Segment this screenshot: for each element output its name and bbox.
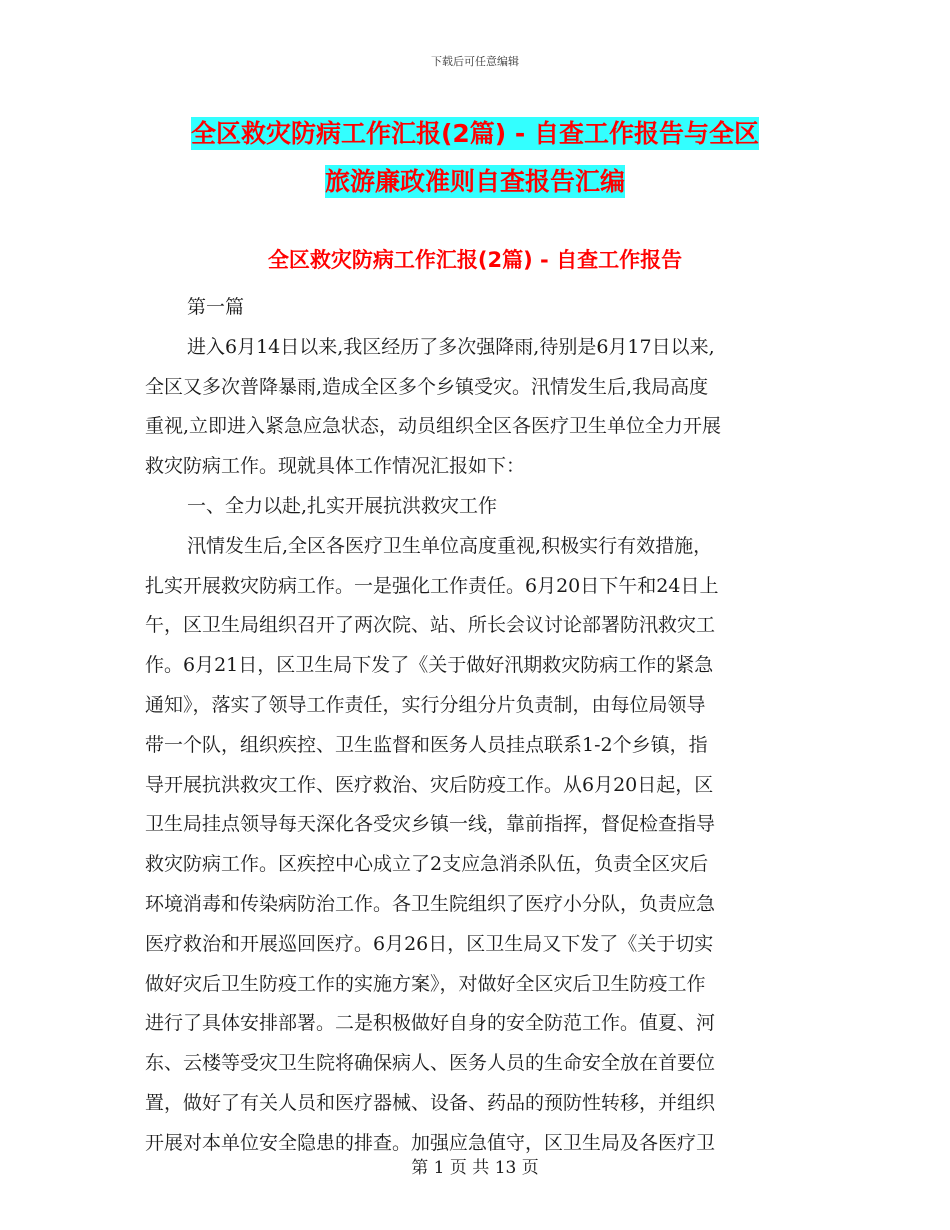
paragraph-line: 做好灾后卫生防疫工作的实施方案》，对做好全区灾后卫生防疫工作 (145, 972, 706, 995)
paragraph-line: 东、云楼等受灾卫生院将确保病人、医务人员的生命安全放在首要位 (145, 1052, 716, 1075)
paragraph-line: 全区又多次普降暴雨,造成全区多个乡镇受灾。汛情发生后,我局高度 (145, 375, 709, 398)
paragraph-line: 开展对本单位安全隐患的排查。加强应急值守，区卫生局及各医疗卫 (145, 1131, 716, 1154)
paragraph-line: 环境消毒和传染病防治工作。各卫生院组织了医疗小分队，负责应急 (145, 892, 716, 915)
section-label: 第一篇 (187, 296, 245, 318)
paragraph-line: 救灾防病工作。现就具体工作情况汇报如下： (145, 455, 526, 478)
paragraph-line: 带一个队，组织疾控、卫生监督和医务人员挂点联系1-2个乡镇，指 (145, 733, 708, 756)
paragraph-line: 救灾防病工作。区疾控中心成立了2支应急消杀队伍，负责全区灾后 (145, 853, 709, 876)
section-title: 全区救灾防病工作汇报(2篇) - 自查工作报告 (267, 248, 683, 272)
main-title-line-1: 全区救灾防病工作汇报(2篇) - 自查工作报告与全区 (190, 119, 760, 148)
header-note: 下载后可任意编辑 (431, 55, 519, 68)
paragraph-line: 通知》，落实了领导工作责任，实行分组分片负责制，由每位局领导 (145, 693, 706, 716)
heading-line: 一、全力以赴,扎实开展抗洪救灾工作 (187, 494, 498, 517)
paragraph-line: 扎实开展救灾防病工作。一是强化工作责任。6月20日下午和24日上 (145, 574, 719, 597)
paragraph-line: 作。6月21日，区卫生局下发了《关于做好汛期救灾防病工作的紧急 (145, 654, 714, 677)
paragraph-line: 进入6月14日以来,我区经历了多次强降雨,待别是6月17日以来, (187, 335, 715, 358)
body-text (145, 288, 825, 1164)
paragraph-line: 汛情发生后,全区各医疗卫生单位高度重视,积极实行有效措施， (187, 534, 713, 557)
paragraph-line: 午，区卫生局组织召开了两次院、站、所长会议讨论部署防汛救灾工 (145, 614, 716, 637)
paragraph-line: 医疗救治和开展巡回医疗。6月26日，区卫生局又下发了《关于切实 (145, 932, 714, 955)
paragraph-line: 置，做好了有关人员和医疗器械、设备、药品的预防性转移，并组织 (145, 1091, 716, 1114)
paragraph-line: 导开展抗洪救灾工作、医疗救治、灾后防疫工作。从6月20日起，区 (145, 773, 714, 796)
paragraph-line: 进行了具体安排部署。二是积极做好自身的安全防范工作。值夏、河 (145, 1012, 716, 1035)
page-footer: 第 1 页 共 13 页 (411, 1158, 539, 1178)
main-title (0, 110, 950, 206)
main-title-line-2: 旅游廉政准则自查报告汇编 (324, 167, 625, 196)
paragraph-line: 重视,立即进入紧急应急状态，动员组织全区各医疗卫生单位全力开展 (145, 415, 722, 438)
paragraph-line: 卫生局挂点领导每天深化各受灾乡镇一线，靠前指挥，督促检查指导 (145, 813, 716, 836)
